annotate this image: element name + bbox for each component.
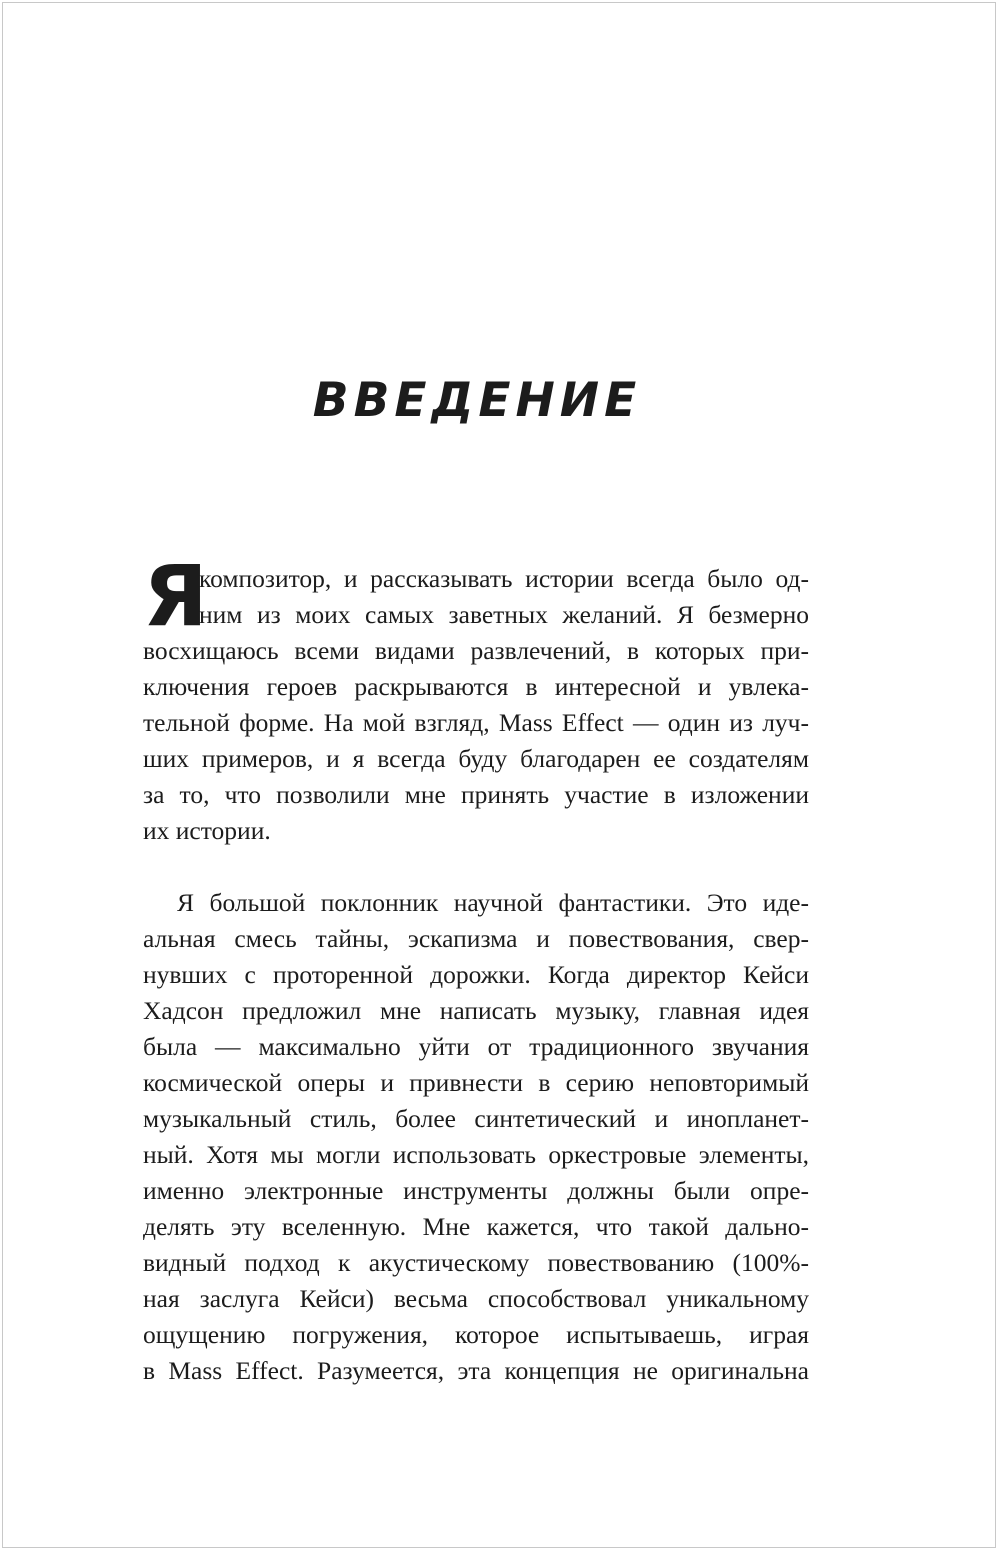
paragraph-1-line: их истории. [143, 816, 271, 845]
paragraph-2-line: альная смесь тайны, эскапизма и повествования, свер- [143, 924, 809, 953]
drop-cap-letter: Я [143, 547, 208, 645]
paragraph-1-line: ключения героев раскрываются в интересной и увлека- [143, 672, 809, 701]
paragraph-2-line: ощущению погружения, которое испытываешь, играя [143, 1320, 809, 1349]
paragraph-1 [143, 547, 809, 849]
paragraph-2-line: ный. Хотя мы могли использовать оркестровые элементы, [143, 1140, 809, 1169]
paragraph-1-line: композитор, и рассказывать истории всегда было од- [199, 564, 809, 593]
paragraph-1-line: ших примеров, и я всегда буду благодарен ее создателям [143, 744, 809, 773]
paragraph-2 [143, 885, 809, 1389]
paragraph-2-line: именно электронные инструменты должны были опре- [143, 1176, 809, 1205]
chapter-title: ВВЕДЕНИЕ [312, 373, 642, 428]
paragraph-1-line: тельной форме. На мой взгляд, Mass Effect — один из луч- [143, 708, 809, 737]
paragraph-2-line: делять эту вселенную. Мне кажется, что такой дально- [143, 1212, 809, 1241]
paragraph-1-line: восхищаюсь всеми видами развлечений, в которых при- [143, 636, 809, 665]
paragraph-2-line: была — максимально уйти от традиционного звучания [143, 1032, 809, 1061]
paragraph-2-line: в Mass Effect. Разумеется, эта концепция не оригинальна [143, 1356, 809, 1385]
paragraph-2-line: нувших с проторенной дорожки. Когда директор Кейси [143, 960, 809, 989]
paragraph-2-line: видный подход к акустическому повествованию (100%- [143, 1248, 809, 1277]
paragraph-2-line: космической оперы и привнести в серию неповторимый [143, 1068, 809, 1097]
paragraph-2-line: Я большой поклонник научной фантастики. Это иде- [177, 888, 809, 917]
paragraph-2-line: Хадсон предложил мне написать музыку, главная идея [143, 996, 809, 1025]
paragraph-1-line: ним из моих самых заветных желаний. Я безмерно [199, 600, 809, 629]
paragraph-2-line: музыкальный стиль, более синтетический и инопланет- [143, 1104, 809, 1133]
paragraph-2-line: ная заслуга Кейси) весьма способствовал уникальному [143, 1284, 809, 1313]
book-page [2, 2, 996, 1548]
paragraph-1-line: за то, что позволили мне принять участие в изложении [143, 780, 809, 809]
